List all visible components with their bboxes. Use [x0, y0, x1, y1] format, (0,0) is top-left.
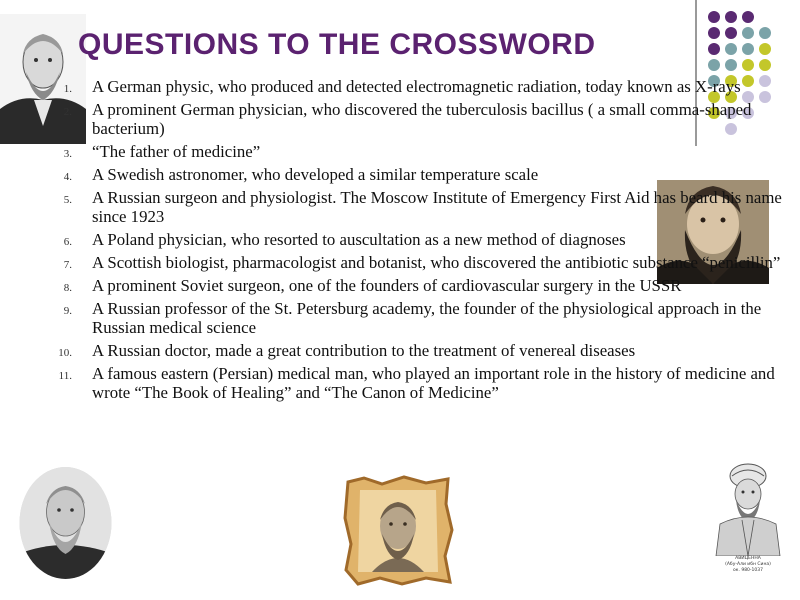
item-number: 10.: [58, 347, 72, 360]
item-number: 6.: [63, 236, 72, 249]
item-number: 3.: [63, 147, 72, 160]
item-text: A Scottish biologist, pharmacologist and botanist, who discovered the antibiotic substance “penicillin”: [92, 253, 781, 273]
item-text: A prominent Soviet surgeon, one of the founders of cardiovascular surgery in the USSR: [92, 276, 682, 296]
page-title: QUESTIONS TO THE CROSSWORD: [78, 28, 596, 61]
list-item: [30, 254, 782, 273]
item-number: 4.: [63, 171, 72, 184]
list-item: [30, 277, 782, 296]
list-item: [30, 166, 782, 185]
list-item: [30, 189, 782, 227]
item-number: 1.: [63, 83, 72, 95]
item-text: A Swedish astronomer, who developed a similar temperature scale: [92, 165, 539, 185]
list-item: [30, 365, 782, 403]
caption-line: (Абу-Али ибн Сина): [725, 562, 771, 567]
item-number: 9.: [63, 305, 72, 318]
list-item: [30, 300, 782, 338]
item-number: 8.: [63, 282, 72, 295]
item-number: 2.: [63, 106, 72, 119]
caption-line: АВИЦЕННА: [735, 556, 761, 561]
list-item: [30, 231, 782, 250]
item-text: A Russian surgeon and physiologist. The Moscow Institute of Emergency First Aid has beard his name since 1923: [92, 188, 782, 226]
item-text: A famous eastern (Persian) medical man, who played an important role in the history of medicine and wrote “The Book of Healing” and “The Canon of Medicine”: [92, 364, 775, 403]
list-item: [30, 78, 782, 97]
item-text: A Poland physician, who resorted to auscultation as a new method of diagnoses: [92, 230, 626, 250]
item-text: A Russian professor of the St. Petersburg academy, the founder of the physiological approach in the Russian medical science: [92, 299, 762, 338]
item-number: 7.: [63, 259, 72, 272]
list-item: [30, 342, 782, 361]
question-list: [30, 78, 782, 407]
list-item: [30, 143, 782, 162]
item-text: A German physic, who produced and detected electromagnetic radiation, today known as X-rays: [92, 77, 741, 96]
list-item: [30, 101, 782, 139]
item-number: 11.: [58, 370, 72, 383]
item-text: A Russian doctor, made a great contribution to the treatment of venereal diseases: [92, 341, 636, 361]
item-text: “The father of medicine”: [92, 141, 261, 161]
caption-line: ок. 980-1037: [733, 568, 763, 573]
item-number: 5.: [63, 194, 72, 207]
item-text: A prominent German physician, who discovered the tuberculosis bacillus ( a small comma-shaped bacterium): [92, 100, 752, 138]
